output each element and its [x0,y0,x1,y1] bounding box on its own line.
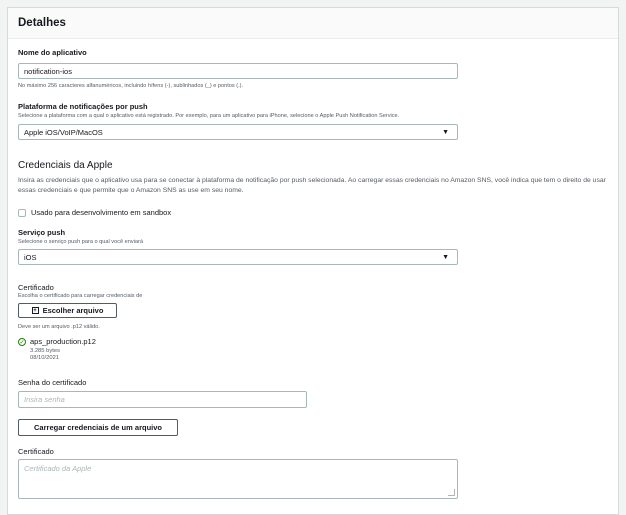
uploaded-file-name: aps_production.p12 [30,337,96,346]
certificate-text-label: Certificado [18,447,54,456]
success-check-icon: ✓ [19,339,25,346]
details-panel [7,7,619,515]
certificate-upload-description: Escolha o certificado para carregar credenciais de [18,293,143,299]
certificate-upload-label: Certificado [18,283,54,292]
panel-title: Detalhes [8,8,618,39]
choose-file-button[interactable] [18,303,117,318]
caret-down-icon: ▼ [442,253,449,261]
certificate-password-input[interactable] [18,391,307,408]
push-service-label: Serviço push [18,228,66,237]
app-name-hint: No máximo 256 caracteres alfanuméricos, incluindo hífens (-), sublinhados (_) e pontos (.). [18,83,244,89]
certificate-textarea[interactable] [18,459,458,499]
certificate-password-placeholder: Insira senha [24,395,65,404]
certificate-password-label: Senha do certificado [18,378,87,387]
platform-selected-value: Apple iOS/VoIP/MacOS [24,127,103,137]
app-name-label: Nome do aplicativo [18,48,87,57]
load-credentials-button[interactable]: Carregar credenciais de um arquivo [18,419,178,436]
certificate-text-placeholder: Certificado da Apple [24,464,92,473]
push-service-description: Selecione o serviço push para o qual você enviará [18,239,144,245]
resize-handle-icon[interactable] [448,489,455,496]
certificate-constraint: Deve ser um arquivo .p12 válido. [18,324,100,330]
apple-credentials-description: Insira as credenciais que o aplicativo usa para se conectar à plataforma de notificação por push selecionada. Ao carregar essas credenciais no Amazon SNS, você indica que tem o direito de usar essas credenciais e que permite que o Amazon SNS as use em seu nome. [18,177,606,194]
sandbox-checkbox[interactable] [18,209,26,217]
push-service-selected-value: iOS [24,252,37,262]
choose-file-label: Escolher arquivo [42,306,104,315]
sandbox-label: Usado para desenvolvimento em sandbox [31,208,172,217]
uploaded-file-size: 3.285 bytes [30,348,60,354]
app-name-input[interactable]: notification-ios [18,63,458,79]
upload-icon: + [33,308,37,314]
push-service-select[interactable] [18,249,458,265]
platform-description: Selecione a plataforma com a qual o aplicativo está registrado. Por exemplo, para um aplicativo para iPhone, selecione o Apple Push Notification Service. [18,113,400,119]
uploaded-file-date: 08/10/2021 [30,355,60,361]
caret-down-icon: ▼ [442,128,449,136]
platform-label: Plataforma de notificações por push [18,102,148,111]
apple-credentials-title: Credenciais da Apple [18,160,113,171]
platform-select[interactable] [18,124,458,140]
